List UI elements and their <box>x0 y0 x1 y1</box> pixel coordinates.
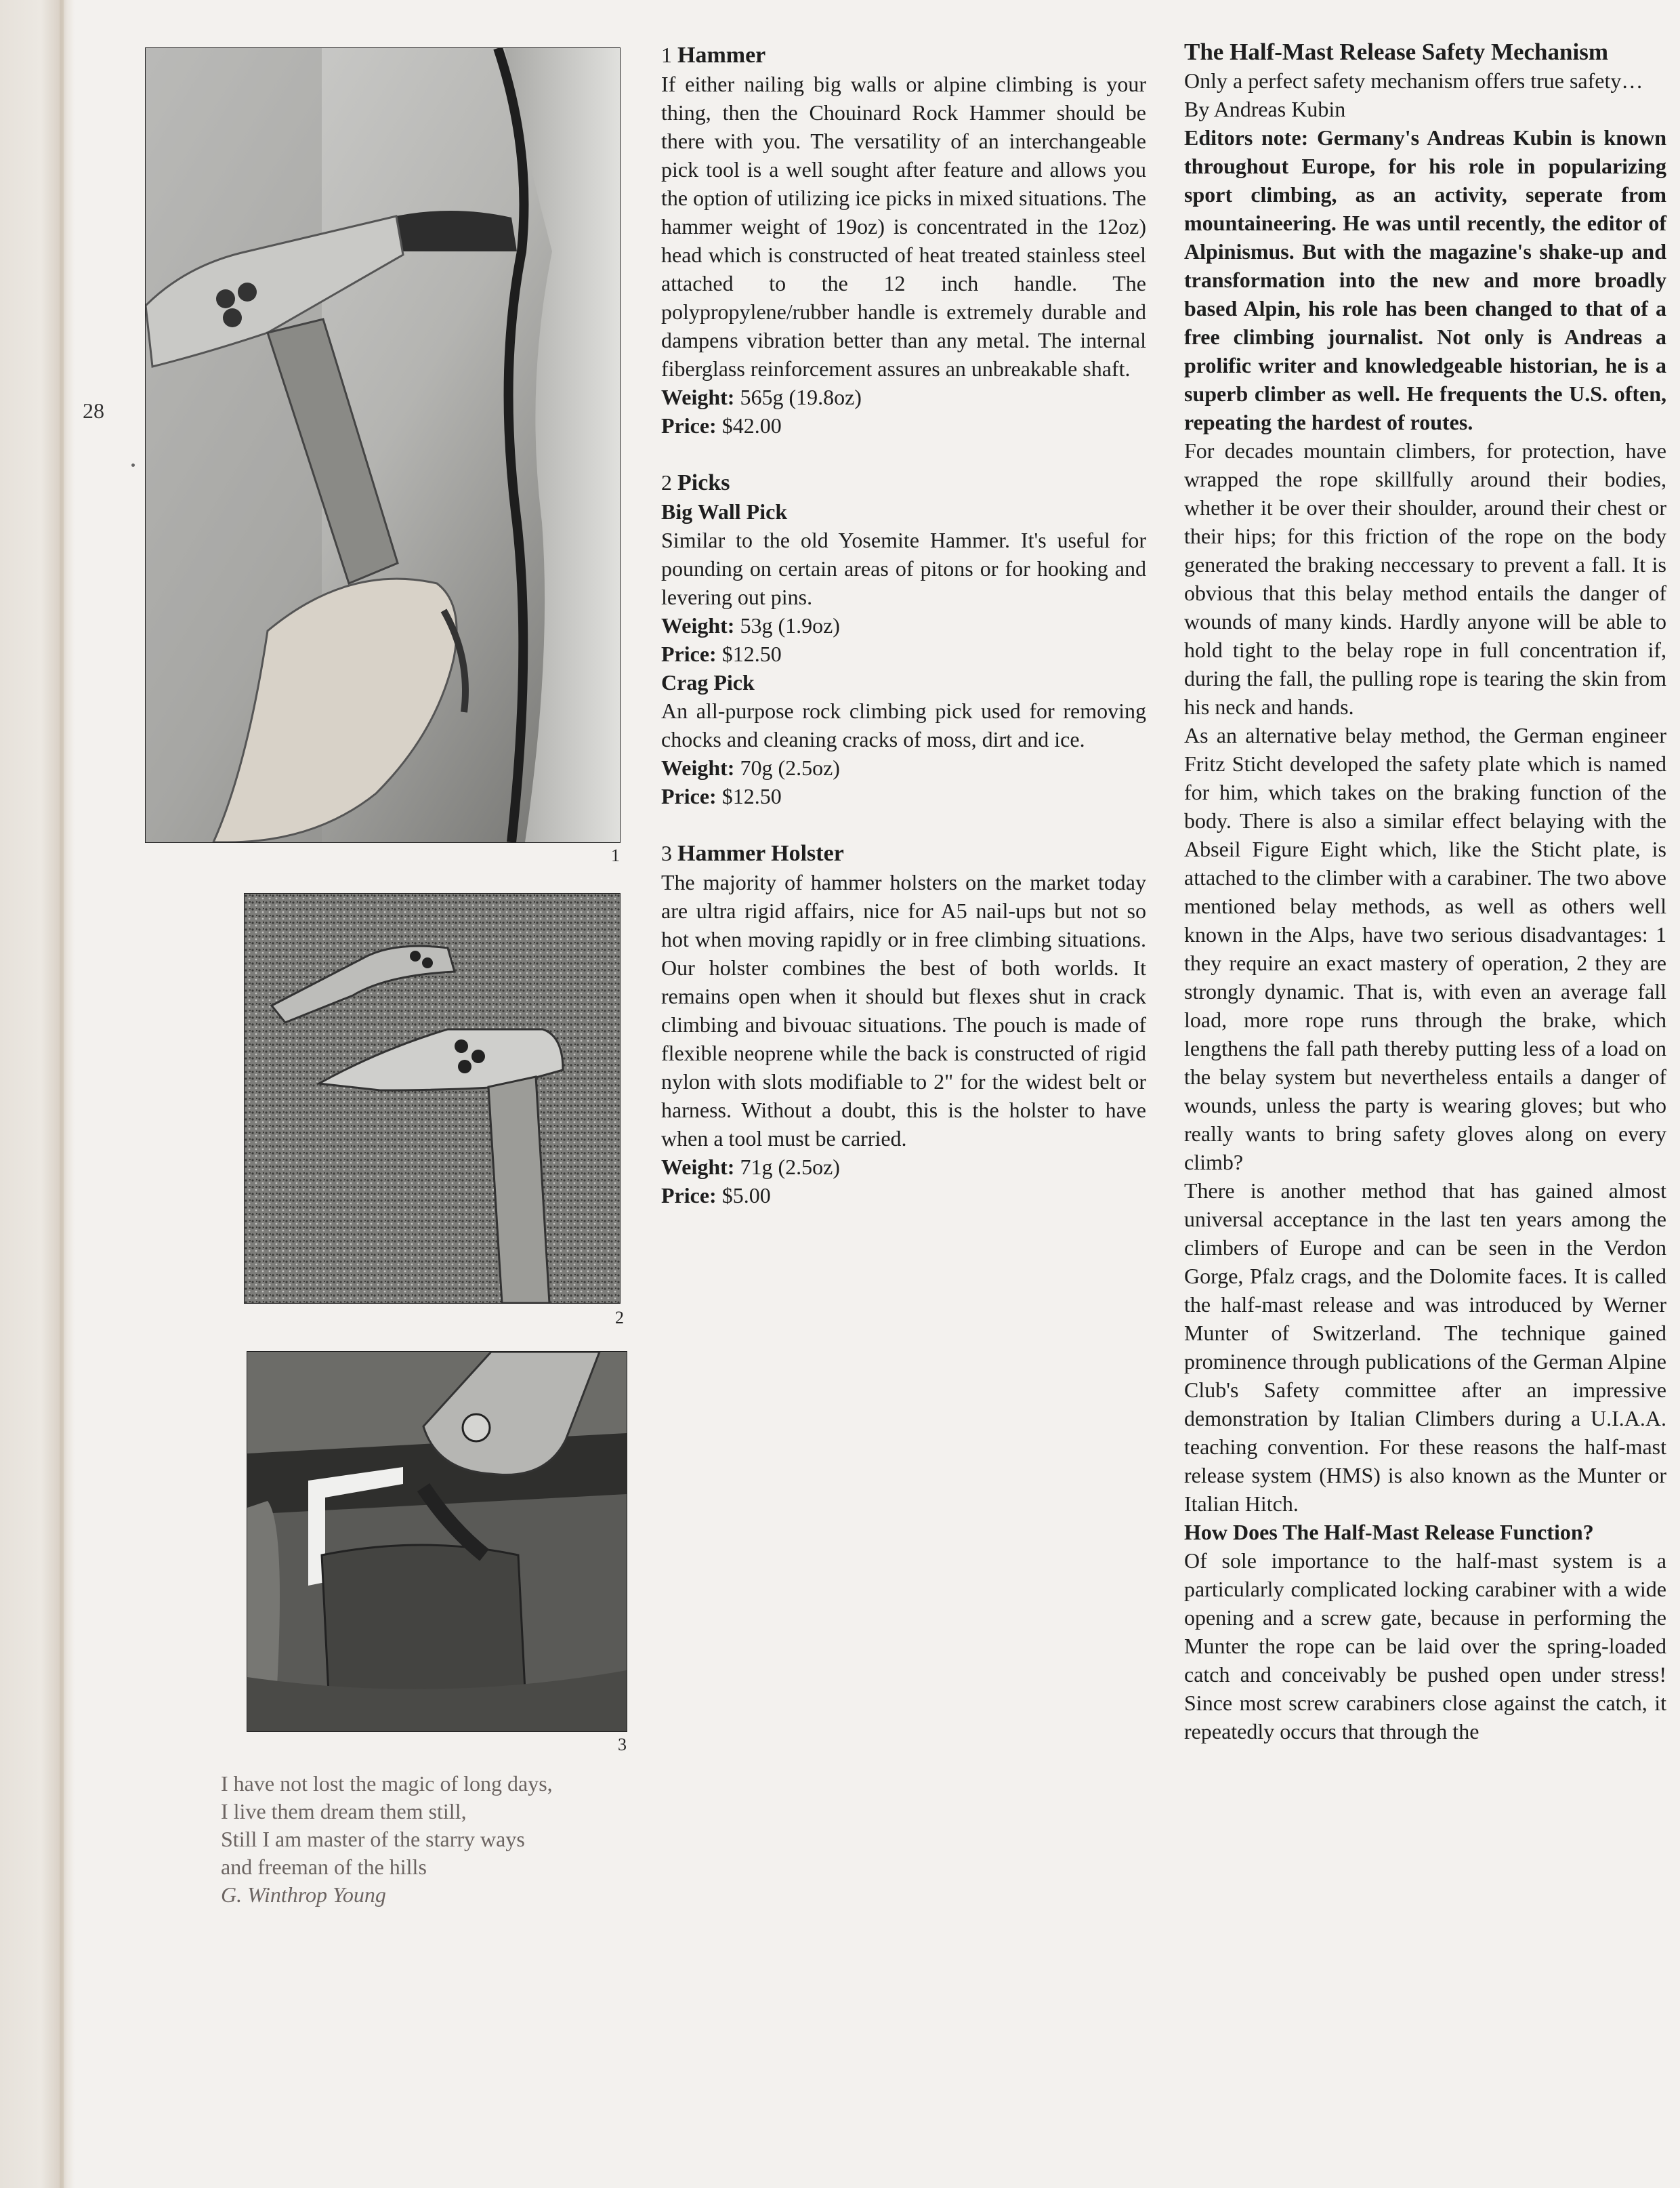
hammer-title: Hammer <box>677 43 766 68</box>
figure-caption-1: 1 <box>611 846 620 865</box>
article-subhead: How Does The Half-Mast Release Function? <box>1184 1520 1594 1544</box>
photo-holster-on-belt <box>247 1351 627 1732</box>
big-wall-pick-title: Big Wall Pick <box>661 499 788 524</box>
crag-pick-body: An all-purpose rock climbing pick used for removing chocks and cleaning cracks of moss, dirt and ice. <box>661 699 1146 751</box>
hammer-number: 1 <box>661 43 672 67</box>
price-label: Price: <box>661 642 717 666</box>
page-number: 28 <box>83 398 104 423</box>
picks-number: 2 <box>661 470 672 495</box>
holster-weight <box>661 1153 1146 1181</box>
price-label: Price: <box>661 784 717 808</box>
holster-heading <box>661 839 1146 868</box>
holster-body: The majority of hammer holsters on the market today are ultra rigid affairs, nice for A5 nail-ups but not so hot when moving rapidly or in free climbing situations. Our holster combines the best of both worlds. It remains open when it should but flexes shut in crack climbing and bivouac situations. The pouch is made of flexible neoprene while the back is constructed of rigid nylon with slots modifiable to 2" for the widest belt or harness. Without a doubt, this is the holster to have when a tool must be carried. <box>661 870 1146 1151</box>
article-subtitle: Only a perfect safety mechanism offers true safety… <box>1184 68 1643 93</box>
weight-value: 70g (2.5oz) <box>740 756 840 780</box>
figure-caption-2: 2 <box>615 1308 624 1327</box>
crag-weight <box>661 754 1146 782</box>
crag-price <box>661 782 1146 810</box>
spine-crease <box>60 0 64 2188</box>
photo-picks-on-granite <box>244 893 621 1304</box>
article-paragraph-1: For decades mountain climbers, for protection, have wrapped the rope skillfully around their bodies, whether it be over their shoulder, around their chest or their hips; for this friction of the rope on the body generated the braking neccessary to prevent a fall. It is obvious that this belay method entails the danger of wounds of many kinds. Hardly anyone will be able to hold tight to the belay rope in full concentration if, during the fall, the pulling rope is tearing the skin from his neck and hands. <box>1184 438 1666 719</box>
weight-label: Weight: <box>661 756 735 780</box>
photo-hammer-in-crack <box>145 47 621 843</box>
article-byline: By Andreas Kubin <box>1184 97 1346 121</box>
price-value: $12.50 <box>721 642 782 666</box>
article-paragraph-3: There is another method that has gained almost universal acceptance in the last ten years among the climbers of Europe and can be seen in the Verdon Gorge, Pfalz crags, and the Dolomite faces. It is called the half-mast release and was introduced by Werner Munter of Switzerland. The technique gained prominence through publications of the German Alpine Club's Safety committee after an impressive demonstration by Italian Climbers during a U.I.A.A. teaching convention. For these reasons the half-mast release system (HMS) is also known as the Munter or Italian Hitch. <box>1184 1178 1666 1516</box>
big-wall-price <box>661 640 1146 668</box>
price-value: $5.00 <box>721 1183 771 1207</box>
picks-title: Picks <box>677 470 730 495</box>
crag-pick-title: Crag Pick <box>661 670 755 695</box>
poem-line: and freeman of the hills <box>221 1855 427 1879</box>
poem <box>221 1770 654 1909</box>
price-label: Price: <box>661 1183 717 1207</box>
hammer-heading <box>661 41 1146 70</box>
holster-price <box>661 1181 1146 1210</box>
article-column <box>1184 38 1666 1746</box>
big-wall-weight <box>661 611 1146 640</box>
editors-note: Editors note: Germany's Andreas Kubin is known throughout Europe, for his role in popularizing sport climbing, as an activity, seperate from mountaineering. He was until recently, the editor of Alpinismus. But with the magazine's shake-up and transformation into the new and more broadly based Alpin, his role has been changed to that of a free climbing journalist. Not only is Andreas a prolific writer and knowledgeable historian, he is a superb climber as well. He frequents the U.S. often, repeating the hardest of routes. <box>1184 125 1666 434</box>
poem-line: I live them dream them still, <box>221 1799 467 1823</box>
weight-label: Weight: <box>661 385 735 409</box>
weight-label: Weight: <box>661 613 735 638</box>
poem-author: G. Winthrop Young <box>221 1882 386 1907</box>
poem-line: I have not lost the magic of long days, <box>221 1771 553 1796</box>
figure-caption-3: 3 <box>618 1735 627 1754</box>
price-value: $42.00 <box>721 413 782 438</box>
price-label: Price: <box>661 413 717 438</box>
product-column <box>661 41 1146 1210</box>
hammer-price <box>661 411 1146 440</box>
weight-label: Weight: <box>661 1155 735 1179</box>
holster-title: Hammer Holster <box>677 841 844 866</box>
picks-heading <box>661 468 1146 497</box>
holster-number: 3 <box>661 841 672 865</box>
poem-line: Still I am master of the starry ways <box>221 1827 525 1851</box>
article-paragraph-4: Of sole importance to the half-mast system is a particularly complicated locking carabiner with a wide opening and a screw gate, because in performing the Munter the rope can be laid over the spring-loaded catch and conceivably be pushed open under stress! Since most screw carabiners close against the catch, it repeatedly occurs that through the <box>1184 1548 1666 1743</box>
weight-value: 565g (19.8oz) <box>740 385 862 409</box>
weight-value: 71g (2.5oz) <box>740 1155 840 1179</box>
big-wall-pick-body: Similar to the old Yosemite Hammer. It's useful for pounding on certain areas of pitons or for hooking and levering out pins. <box>661 528 1146 609</box>
weight-value: 53g (1.9oz) <box>740 613 840 638</box>
article-title: The Half-Mast Release Safety Mechanism <box>1184 39 1608 65</box>
hammer-body: If either nailing big walls or alpine climbing is your thing, then the Chouinard Rock Hammer should be there with you. The versatility of an interchangeable pick tool is a well sought after feature and allows you the option of utilizing ice picks in mixed situations. The hammer weight of 19oz) is concentrated in the 12oz) head which is constructed of heat treated stainless steel attached to the 12 inch handle. The polypropylene/rubber handle is extremely durable and dampens vibration better than any metal. The internal fiberglass reinforcement assures an unbreakable shaft. <box>661 72 1146 381</box>
hammer-weight <box>661 383 1146 411</box>
article-paragraph-2: As an alternative belay method, the German engineer Fritz Sticht developed the safety plate which is named for him, which takes on the braking function of the body. There is also a similar effect belaying with the Abseil Figure Eight which, like the Sticht plate, is attached to the climber with a carabiner. The two above mentioned belay methods, as well as others well known in the Alps, have two serious disadvantages: 1 they require an exact mastery of operation, 2 they are strongly dynamic. That is, with even an average fall load, more rope runs through the brake, which lengthens the fall path thereby putting less of a load on the belay system but nevertheless entails a danger of wounds, unless the party is wearing gloves; but who really wants to bring safety gloves along on every climb? <box>1184 723 1666 1174</box>
price-value: $12.50 <box>721 784 782 808</box>
speck <box>131 463 135 467</box>
